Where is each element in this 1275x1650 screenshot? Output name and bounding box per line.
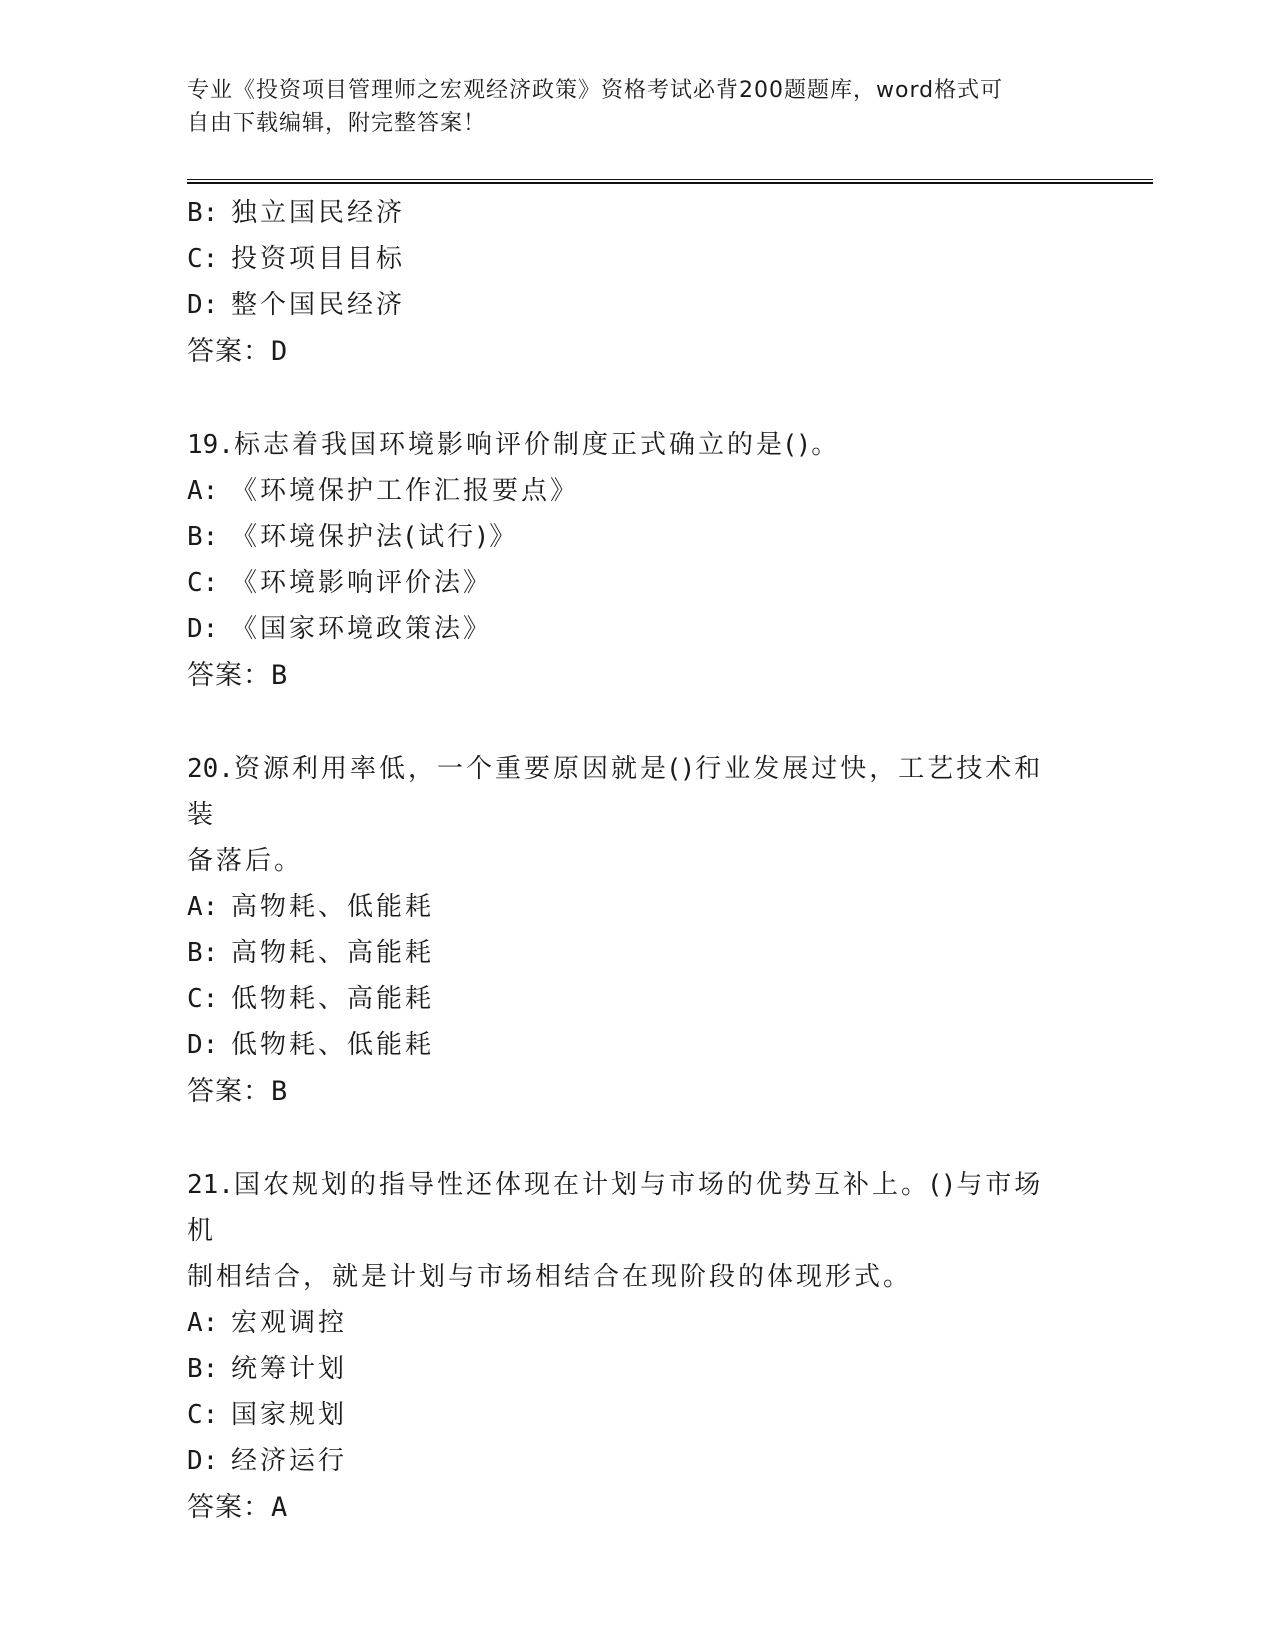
option-text: 宏观调控 — [231, 1308, 348, 1338]
option-letter: D: — [187, 1446, 219, 1476]
question-line-1: 国农规划的指导性还体现在计划与市场的优势互补上。()与市场机 — [187, 1170, 1044, 1246]
option-a — [187, 468, 1087, 514]
answer-label: 答案： — [187, 660, 271, 691]
header-divider — [187, 179, 1153, 184]
document-header — [187, 74, 1067, 140]
question-text — [187, 1162, 1067, 1254]
option-text: 《环境保护工作汇报要点》 — [231, 476, 580, 506]
option-a — [187, 1300, 1087, 1346]
answer-line — [187, 328, 1087, 376]
answer-value: A — [271, 1492, 289, 1523]
option-c — [187, 236, 1087, 282]
option-letter: C: — [187, 1400, 219, 1430]
question-line-1: 标志着我国环境影响评价制度正式确立的是()。 — [233, 430, 841, 460]
question-number: 19. — [187, 430, 234, 460]
option-letter: D: — [187, 290, 219, 320]
option-text: 整个国民经济 — [231, 290, 406, 320]
option-letter: B: — [187, 1354, 219, 1384]
answer-line — [187, 1484, 1087, 1532]
option-text: 高物耗、高能耗 — [231, 938, 435, 968]
option-b — [187, 190, 1087, 236]
question-text-cont — [187, 838, 1067, 884]
option-text: 统筹计划 — [231, 1354, 348, 1384]
question-line-2: 备落后。 — [187, 846, 304, 876]
option-letter: A: — [187, 476, 219, 506]
question-block-21 — [187, 1162, 1087, 1532]
question-block-prev — [187, 190, 1087, 376]
option-letter: C: — [187, 244, 219, 274]
option-text: 投资项目目标 — [231, 244, 406, 274]
option-b — [187, 1346, 1087, 1392]
question-line-2: 制相结合，就是计划与市场相结合在现阶段的体现形式。 — [187, 1262, 913, 1292]
option-c — [187, 560, 1087, 606]
option-text: 《国家环境政策法》 — [231, 614, 493, 644]
header-line-2: 自由下载编辑，附完整答案！ — [187, 111, 487, 136]
option-letter: D: — [187, 1030, 219, 1060]
option-text: 独立国民经济 — [231, 198, 406, 228]
answer-value: D — [271, 336, 289, 367]
answer-line — [187, 652, 1087, 700]
option-d — [187, 282, 1087, 328]
question-line-1: 资源利用率低，一个重要原因就是()行业发展过快，工艺技术和装 — [187, 754, 1044, 830]
option-letter: C: — [187, 568, 219, 598]
option-a — [187, 884, 1087, 930]
option-letter: B: — [187, 938, 219, 968]
answer-label: 答案： — [187, 336, 271, 367]
answer-value: B — [271, 1076, 289, 1107]
option-text: 低物耗、低能耗 — [231, 1030, 435, 1060]
option-c — [187, 976, 1087, 1022]
option-letter: A: — [187, 1308, 219, 1338]
answer-label: 答案： — [187, 1492, 271, 1523]
question-list — [187, 190, 1087, 1532]
option-text: 低物耗、高能耗 — [231, 984, 435, 1014]
answer-label: 答案： — [187, 1076, 271, 1107]
option-d — [187, 1022, 1087, 1068]
option-text: 《环境保护法(试行)》 — [231, 522, 519, 552]
option-b — [187, 930, 1087, 976]
option-c — [187, 1392, 1087, 1438]
option-text: 《环境影响评价法》 — [231, 568, 493, 598]
question-text — [187, 746, 1067, 838]
question-number: 21. — [187, 1170, 234, 1200]
option-letter: B: — [187, 522, 219, 552]
option-letter: A: — [187, 892, 219, 922]
question-number: 20. — [187, 754, 234, 784]
option-text: 国家规划 — [231, 1400, 348, 1430]
question-block-20 — [187, 746, 1087, 1116]
option-letter: B: — [187, 198, 219, 228]
question-text-cont — [187, 1254, 1067, 1300]
option-d — [187, 606, 1087, 652]
option-letter: C: — [187, 984, 219, 1014]
question-text — [187, 422, 1067, 468]
option-letter: D: — [187, 614, 219, 644]
header-line-1: 专业《投资项目管理师之宏观经济政策》资格考试必背200题题库，word格式可 — [187, 78, 1004, 103]
question-block-19 — [187, 422, 1087, 700]
option-text: 经济运行 — [231, 1446, 348, 1476]
option-text: 高物耗、低能耗 — [231, 892, 435, 922]
option-d — [187, 1438, 1087, 1484]
answer-line — [187, 1068, 1087, 1116]
answer-value: B — [271, 660, 289, 691]
option-b — [187, 514, 1087, 560]
